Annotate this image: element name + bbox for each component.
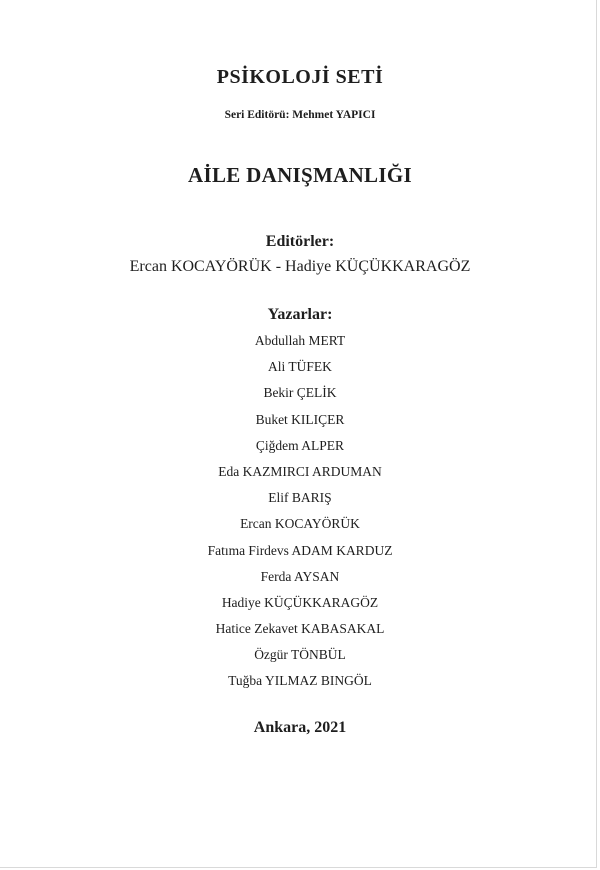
author-name: Özgür TÖNBÜL (254, 647, 346, 663)
author-name: Hatice Zekavet KABASAKAL (215, 621, 385, 637)
author-name: Bekir ÇELİK (263, 385, 337, 401)
author-name: Ercan KOCAYÖRÜK (240, 516, 360, 532)
author-name: Tuğba YILMAZ BINGÖL (228, 673, 372, 689)
author-name: Buket KILIÇER (255, 411, 345, 427)
place-and-year: Ankara, 2021 (253, 719, 347, 736)
author-name: Fatıma Firdevs ADAM KARDUZ (207, 542, 393, 558)
editors-names: Ercan KOCAYÖRÜK - Hadiye KÜÇÜKKARAGÖZ (129, 258, 471, 275)
author-name: Eda KAZMIRCI ARDUMAN (218, 463, 382, 479)
author-name: Abdullah MERT (254, 333, 346, 348)
author-name: Hadiye KÜÇÜKKARAGÖZ (221, 594, 379, 610)
series-editor: Seri Editörü: Mehmet YAPICI (224, 109, 376, 121)
author-name: Ali TÜFEK (268, 359, 332, 375)
author-name: Ferda AYSAN (260, 568, 340, 584)
author-name: Elif BARIŞ (268, 490, 332, 506)
authors-heading: Yazarlar: (267, 306, 333, 323)
author-name: Çiğdem ALPER (255, 437, 345, 453)
book-title: AİLE DANIŞMANLIĞI (188, 163, 412, 187)
authors-list (0, 332, 600, 699)
series-title: PSİKOLOJİ SETİ (216, 66, 384, 88)
editors-heading: Editörler: (265, 233, 335, 250)
